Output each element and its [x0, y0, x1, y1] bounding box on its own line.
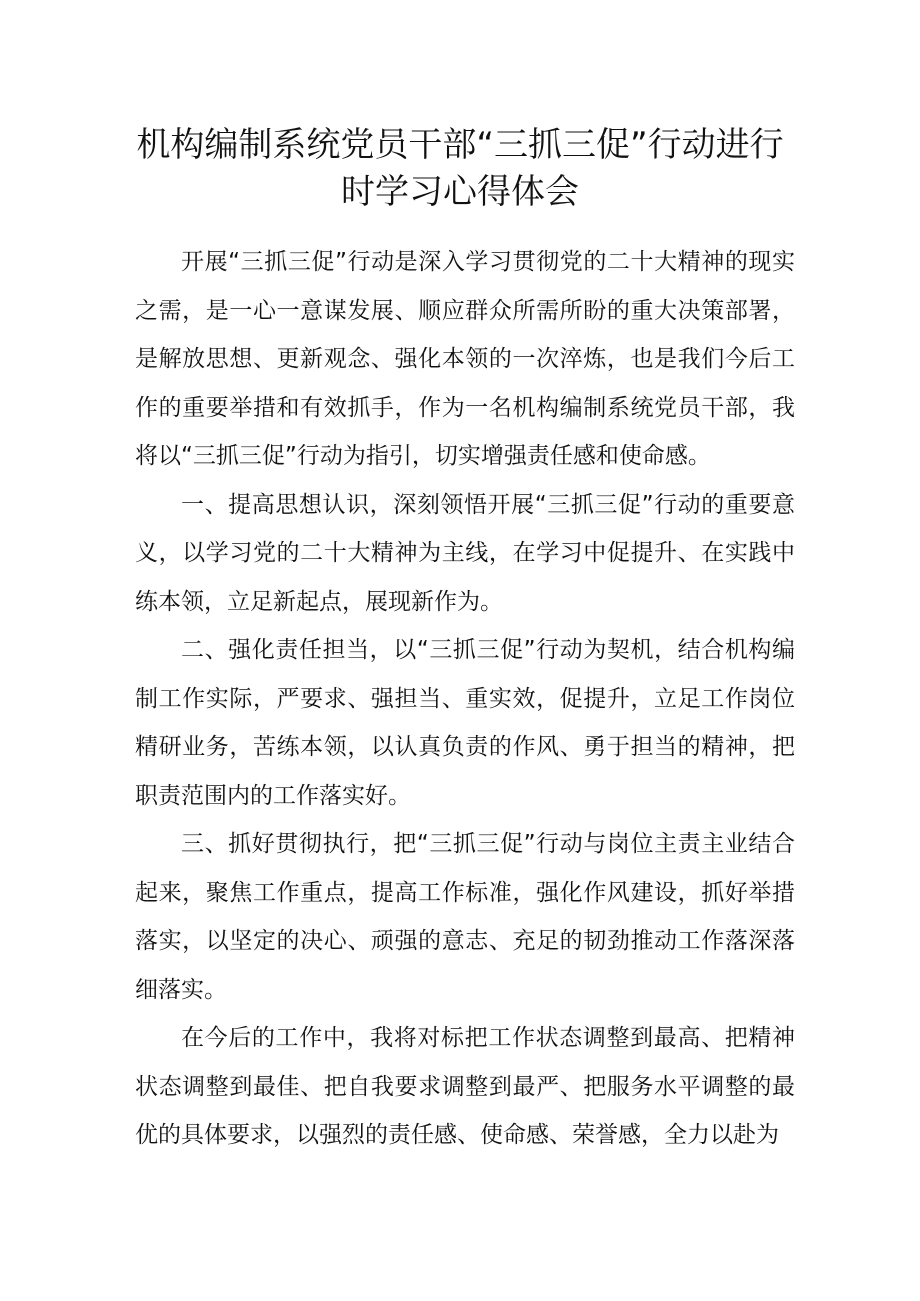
paragraph-point-one: 一、提高思想认识，深刻领悟开展“三抓三促”行动的重要意义，以学习党的二十大精神为主线，在学习中促提升、在实践中练本领，立足新起点，展现新作为。	[135, 491, 795, 615]
paragraph-intro: 开展“三抓三促”行动是深入学习贯彻党的二十大精神的现实之需，是一心一意谋发展、顺应群众所需所盼的重大决策部署，是解放思想、更新观念、强化本领的一次淬炼，也是我们今后工作的重要举措和有效抓手，作为一名机构编制系统党员干部，我将以“三抓三促”行动为指引，切实增强责任感和使命感。	[135, 249, 795, 469]
document-body	[135, 238, 795, 1160]
paragraph-point-three: 三、抓好贯彻执行，把“三抓三促”行动与岗位主责主业结合起来，聚焦工作重点，提高工作标准，强化作风建设，抓好举措落实，以坚定的决心、顽强的意志、充足的韧劲推动工作落深落细落实。	[135, 831, 795, 1003]
document-title: 机构编制系统党员干部“三抓三促”行动进行时学习心得体会	[136, 125, 784, 212]
paragraph-conclusion: 在今后的工作中，我将对标把工作状态调整到最高、把精神状态调整到最佳、把自我要求调整到最严、把服务水平调整的最优的具体要求，以强烈的责任感、使命感、荣誉感，全力以赴为	[135, 1025, 795, 1148]
paragraph-point-two: 二、强化责任担当，以“三抓三促”行动为契机，结合机构编制工作实际，严要求、强担当、重实效，促提升，立足工作岗位精研业务，苦练本领，以认真负责的作风、勇于担当的精神，把职责范围内的工作落实好。	[135, 637, 795, 809]
